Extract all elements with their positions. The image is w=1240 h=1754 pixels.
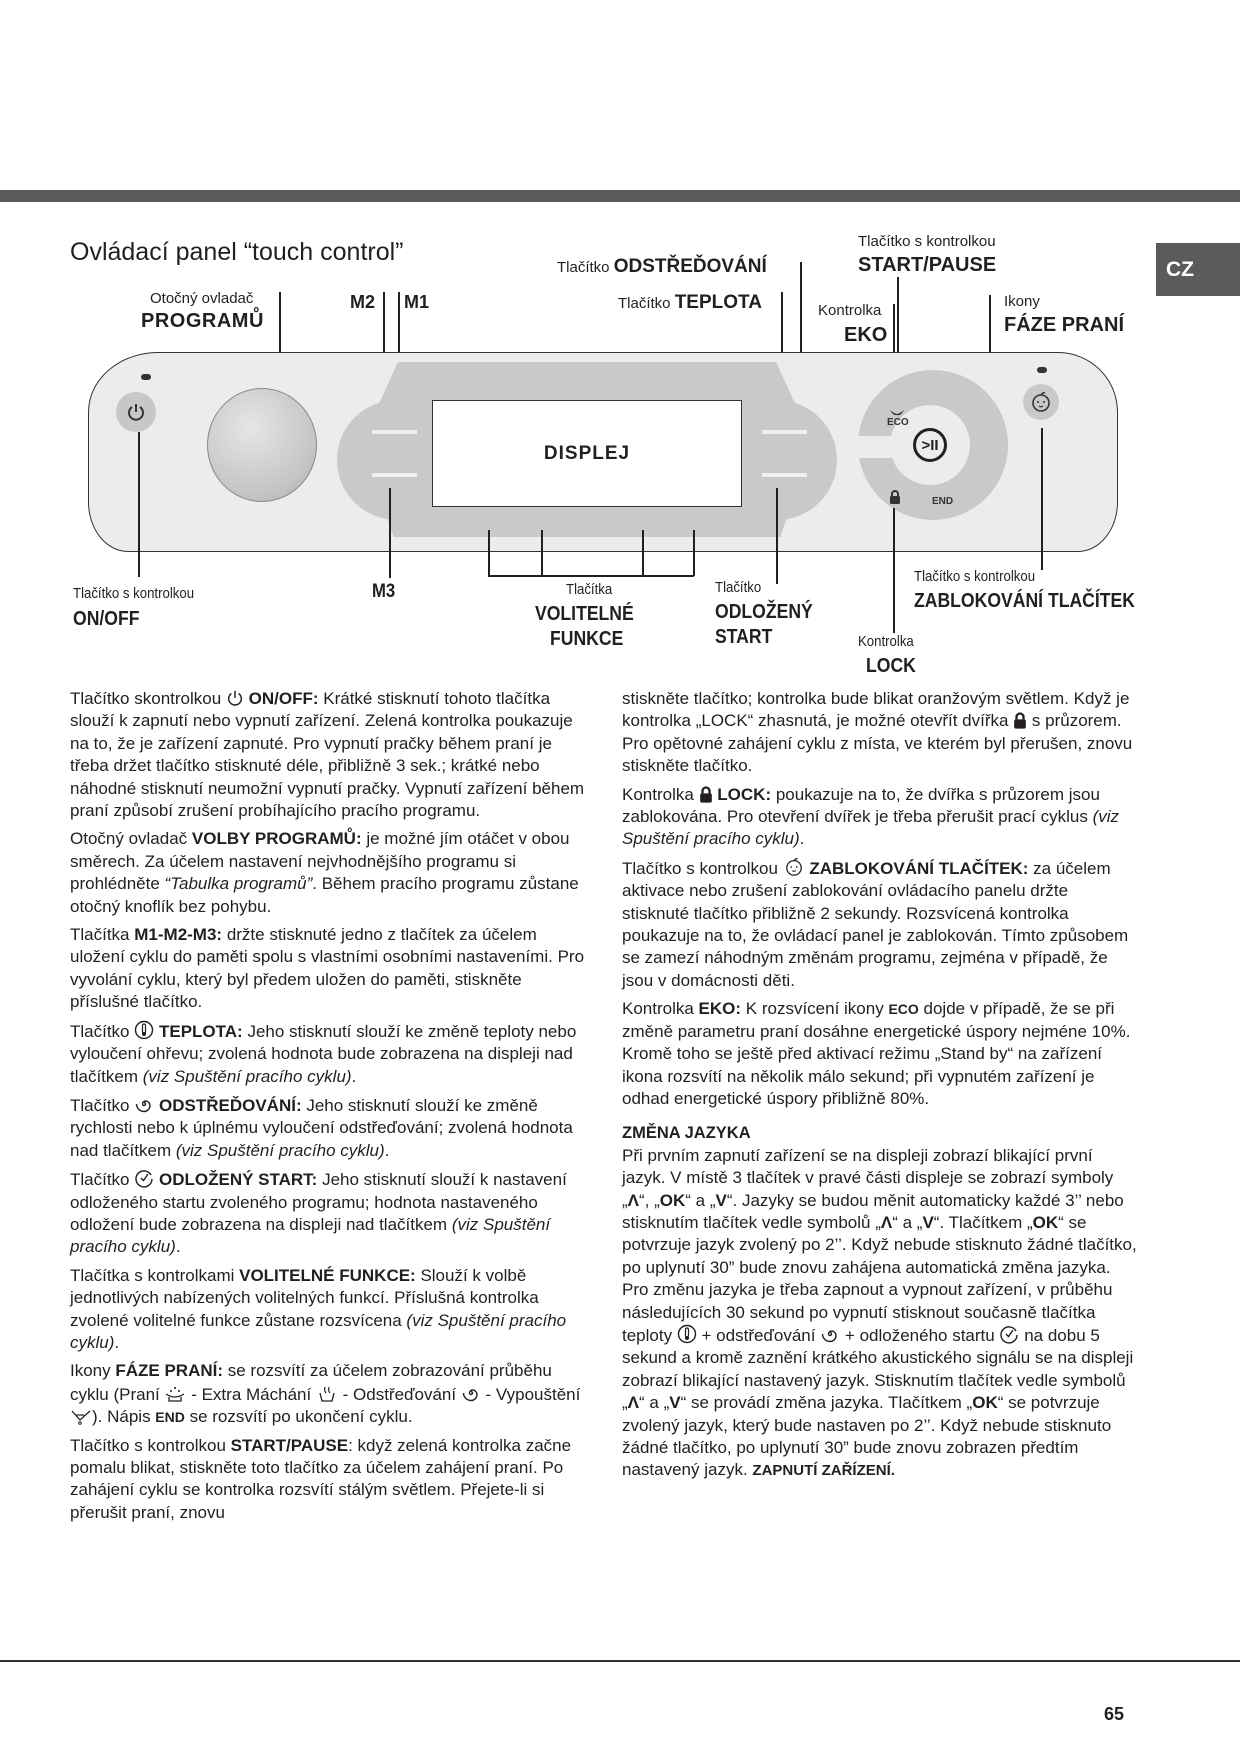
paragraph-phases	[70, 1360, 590, 1428]
label-onoff: ON/OFF	[73, 608, 140, 630]
text: “ a „	[892, 1212, 923, 1232]
text: Tlačítko s kontrolkou	[70, 1435, 231, 1455]
paragraph-delay	[70, 1168, 590, 1259]
text: Jeho stisknutí slouží ke změně rychlosti nebo k úplnému vyloučení odstřeďování; zvolená hodnota nad tlačítkem	[70, 1095, 573, 1160]
term: START/PAUSE	[230, 1435, 349, 1455]
leader-line	[488, 575, 694, 577]
text: se rozsvítí po ukončení cyklu.	[184, 1407, 413, 1427]
text: ). Nápis	[92, 1407, 156, 1427]
onoff-button[interactable]	[116, 392, 156, 432]
text: Tlačítko	[70, 1170, 135, 1190]
term: LOCK:	[717, 784, 772, 804]
text: - Vypouštění	[480, 1384, 581, 1404]
text: Tlačítko	[70, 1095, 135, 1115]
term: ODSTŘEĎOVÁNÍ:	[158, 1095, 302, 1115]
leader-line	[138, 432, 140, 577]
m2-button[interactable]	[372, 473, 417, 477]
temperature-button[interactable]	[762, 430, 807, 434]
text: Tlačítka	[70, 925, 135, 945]
up-symbol: Λ	[627, 1190, 640, 1210]
header-bar	[0, 190, 1240, 202]
text: držte stisknuté jedno z tlačítek za účelem uložení cyklu do paměti spolu s vlastními osobními nastaveními. Pro vyvolání cyklu, který byl předem uložen do paměti, stiskněte příslušné tlačítko.	[70, 925, 585, 1012]
label-options-small: Tlačítka	[566, 581, 613, 598]
paragraph-eco	[622, 998, 1137, 1110]
text: Tlačítko	[70, 1021, 135, 1041]
spiral-icon	[134, 1094, 154, 1114]
text: + odstřeďování	[696, 1325, 821, 1345]
text: + odloženého startu	[840, 1325, 1000, 1345]
paragraph-options	[70, 1265, 590, 1355]
label-big: TEPLOTA	[674, 292, 762, 313]
paragraph-knob	[70, 828, 590, 918]
text: .	[351, 1066, 357, 1086]
thermometer-icon	[677, 1324, 697, 1344]
down-symbol: V	[669, 1393, 681, 1413]
right-column	[622, 688, 1137, 1489]
label-start-pause: START/PAUSE	[858, 254, 997, 276]
leader-line	[776, 488, 778, 584]
left-column	[70, 688, 590, 1530]
down-symbol: V	[715, 1190, 727, 1210]
text: Kontrolka	[622, 999, 699, 1019]
text: .	[799, 829, 805, 849]
rinse-icon	[316, 1385, 338, 1403]
label-options-1: VOLITELNÉ	[535, 603, 634, 625]
text: Při prvním zapnutí zařízení se na displeji zobrazí blikající první jazyk. V místě 3 tlačítek v pravé části displeje se zobrazí symboly „	[622, 1145, 1114, 1210]
text: dojde v případě, že se při změně parametru praní dosáhne energetické úspory nejméne 10%. Kromě toho se ještě před aktivací režimu „Stand by“ na zařízení ikona rozsvítí na několik málo sekund; při vypnutém zařízení je odhad energetické úspory přibližně 80%.	[622, 999, 1131, 1108]
paragraph-spin	[70, 1094, 590, 1162]
text: “ se provádí změna jazyka. Tlačítkem „	[680, 1393, 973, 1413]
eco-indicator	[887, 410, 909, 428]
text: Ikony	[70, 1361, 116, 1381]
paragraph-start-pause-cont	[622, 688, 1137, 778]
display-label: DISPLEJ	[543, 442, 631, 464]
text: Jeho stisknutí slouží ke změně teploty nebo vyloučení ohřevu; zvolená hodnota bude zobrazena na displeji nad tlačítkem	[70, 1021, 577, 1086]
lock-icon	[889, 490, 901, 509]
term: ODLOŽENÝ START:	[158, 1170, 318, 1190]
text: : když zelená kontrolka začne pomalu blikat, stiskněte toto tlačítko za účelem zahájení praní. Po zahájení cyklu se kontrolka rozsvítí stálým světlem. Přejete-li si přerušit praní, znovu	[70, 1435, 572, 1522]
text: Otočný ovladač	[70, 829, 192, 849]
reference: (viz Spuštění pracího cyklu)	[142, 1066, 352, 1086]
label-delay-2: START	[715, 626, 773, 648]
down-symbol: V	[922, 1212, 934, 1232]
spin-button[interactable]	[762, 473, 807, 477]
language-tab	[1156, 243, 1240, 296]
text: Krátké stisknutí tohoto tlačítka slouží k zapnutí nebo vypnutí zařízení. Zelená kontrolka poukazuje na to, že je zařízení zapnuté. Pro vypnutí pračky během praní je třeba držet tlačítko stisknuté déle, přibližně 3 sek.; krátké nebo náhodné stisknutí neumožní vypnutí pračky. Vypnutí zařízení během praní způsobí zrušení probíhajícího pracího programu.	[70, 689, 585, 821]
term: ON/OFF:	[248, 689, 319, 708]
label-temperature	[618, 294, 762, 313]
term: EKO:	[698, 999, 742, 1019]
leader-line	[693, 530, 695, 576]
label-m1: M1	[404, 292, 430, 312]
paragraph-lock	[622, 784, 1137, 851]
term: M1-M2-M3:	[134, 925, 223, 945]
label-onoff-small: Tlačítko s kontrolkou	[73, 585, 195, 602]
leader-line	[541, 530, 543, 576]
text: - Odstřeďování	[337, 1384, 461, 1404]
leader-line	[893, 508, 895, 633]
label-delay-1: ODLOŽENÝ	[715, 601, 813, 623]
onoff-indicator-led	[141, 374, 151, 380]
heading-language-change: ZMĚNA JAZYKA	[622, 1124, 751, 1143]
lock-icon	[699, 786, 713, 803]
leader-line	[389, 488, 391, 578]
label-program-knob-small: Otočný ovladač	[150, 290, 254, 307]
baby-face-icon	[1030, 391, 1052, 413]
label-options-2: FUNKCE	[550, 628, 624, 650]
up-symbol: Λ	[880, 1212, 893, 1232]
reference: “Tabulka programů”	[164, 874, 313, 894]
eco-label: ECO	[888, 1001, 919, 1018]
text: se rozsvítí za účelem zobrazování průběhu cyklu (Praní	[70, 1361, 552, 1404]
reference: (viz Spuštění pracího cyklu)	[175, 1140, 385, 1160]
text: za účelem aktivace nebo zrušení zablokování ovládacího panelu držte stisknuté tlačítko přibližně 2 sekundy. Rozsvícená kontrolka poukazuje na to, že ovládací panel je zablokován. Tímto způsobem se zamezí náhodným změnám programu, zejména v případě, že jsou v domácnosti děti.	[622, 858, 1129, 990]
text: “. Tlačítkem „	[933, 1212, 1033, 1232]
text: “. Jazyky se budou měnit automaticky každé 3’’ nebo stisknutím tlačítek vedle symbolů „	[622, 1190, 1124, 1232]
term: VOLITELNÉ FUNKCE:	[239, 1265, 416, 1285]
spiral-icon	[820, 1324, 840, 1344]
ok-symbol: OK	[972, 1393, 998, 1413]
page-number: 65	[1104, 1704, 1125, 1724]
text: . Během pracího programu zůstane otočný knoflík bez pohybu.	[70, 874, 579, 916]
label-small: Tlačítko	[557, 259, 610, 276]
text: Slouží k volbě jednotlivých nabízených volitelných funkcí. Příslušná kontrolka zvolené volitelné funkce zůstane rozsvícena	[70, 1265, 539, 1330]
power-icon	[126, 402, 146, 422]
text: Pro změnu jazyka je třeba zapnout a vypnout zařízení, v průběhu následujících 30 sekund po vypnutí stisknout současně tlačítka teploty	[622, 1280, 1113, 1345]
label-big: ODSTŘEĎOVÁNÍ	[613, 256, 767, 277]
label-delay-small: Tlačítko	[715, 579, 762, 596]
leader-line	[642, 530, 644, 576]
text: “ a „	[685, 1190, 716, 1210]
paragraph-memory	[70, 924, 590, 1014]
text: “, „	[639, 1190, 660, 1210]
delay-clock-icon	[134, 1168, 154, 1188]
thermometer-icon	[134, 1020, 154, 1040]
paragraph-key-lock	[622, 857, 1137, 992]
text: “ se potvrzuje zvolený jazyk, který bude nastaven po 2’’. Když nebude stisknuto žádné tlačítko, po uplynutí 30” bude znovu zobrazen předtím nastavený jazyk.	[622, 1393, 1112, 1480]
ok-symbol: OK	[1032, 1212, 1059, 1232]
text: - Extra Máchání	[186, 1384, 316, 1404]
text: “ se potvrzuje jazyk zvolený po 2’’. Když nebude stisknuto žádné tlačítko, po uplynutí 30” bude znovu zahájena automatická změna jazyka.	[622, 1212, 1137, 1277]
text: .	[384, 1140, 390, 1160]
reference: (viz Spuštění pracího cyklu)	[622, 807, 1120, 849]
text: poukazuje na to, že dvířka s průzorem jsou zablokována. Pro otevření dvířek je třeba přerušit prací cyklus	[622, 784, 1100, 827]
label-lock: LOCK	[866, 655, 916, 677]
end-label: END	[155, 1409, 185, 1426]
leaf-icon	[889, 410, 905, 416]
label-m2: M2	[350, 292, 376, 312]
text: Tlačítka s kontrolkami	[70, 1265, 240, 1285]
delay-clock-icon	[999, 1324, 1019, 1344]
m1-button[interactable]	[372, 430, 417, 434]
eco-text: ECO	[887, 417, 909, 428]
paragraph-start-pause	[70, 1435, 590, 1525]
leader-line	[488, 530, 490, 576]
drain-icon	[70, 1407, 92, 1425]
start-pause-button[interactable]	[913, 428, 947, 462]
term: FÁZE PRANÍ:	[115, 1361, 224, 1381]
label-small: Tlačítko	[618, 295, 671, 312]
ok-symbol: OK	[659, 1190, 686, 1210]
label-eco-small: Kontrolka	[818, 302, 882, 319]
label-lock-small: Kontrolka	[858, 633, 914, 650]
label-spin	[557, 258, 767, 277]
text: Kontrolka	[622, 784, 699, 804]
text: s průzorem. Pro opětovné zahájení cyklu z místa, ve kterém byl přerušen, znovu stiskněte tlačítko.	[622, 711, 1133, 776]
spiral-icon	[461, 1383, 481, 1403]
label-wash-phase: FÁZE PRANÍ	[1004, 314, 1124, 336]
leader-line	[1041, 428, 1043, 570]
end-indicator: END	[932, 496, 954, 507]
text: .	[114, 1332, 120, 1352]
reference: (viz Spuštění pracího cyklu)	[70, 1310, 567, 1352]
paragraph-onoff	[70, 688, 590, 822]
label-key-lock-small: Tlačítko s kontrolkou	[914, 568, 1036, 585]
paragraph-language-1	[622, 1145, 1137, 1279]
text: stiskněte tlačítko; kontrolka bude blikat oranžovým světlem. Když je kontrolka „LOCK“ zhasnutá, je možné otevřít dvířka	[622, 689, 1130, 731]
term: ZABLOKOVÁNÍ TLAČÍTEK:	[809, 858, 1029, 878]
play-pause-icon: >II	[921, 436, 939, 454]
wash-tub-icon	[164, 1385, 186, 1403]
next-section-heading: ZAPNUTÍ ZAŘÍZENÍ.	[752, 1462, 895, 1480]
label-key-lock: ZABLOKOVÁNÍ TLAČÍTEK	[914, 590, 1135, 612]
label-m3: M3	[372, 581, 396, 602]
keylock-indicator-led	[1037, 367, 1047, 373]
baby-face-icon	[783, 857, 805, 877]
label-program-knob: PROGRAMŮ	[141, 310, 264, 332]
key-lock-button[interactable]	[1023, 384, 1059, 420]
footer-rule	[0, 1660, 1240, 1662]
program-selector-knob[interactable]	[207, 388, 317, 502]
section-title: Ovládací panel “touch control”	[70, 238, 404, 266]
text: K rozsvícení ikony	[741, 999, 889, 1019]
text: je možné jím otáčet v obou směrech. Za účelem nastavení nejvhodnějšího programu si prohlédněte	[70, 829, 570, 894]
up-symbol: Λ	[627, 1393, 640, 1413]
lock-icon	[1013, 712, 1027, 729]
text: .	[175, 1237, 181, 1257]
text: “ a „	[639, 1393, 670, 1413]
term: TEPLOTA:	[158, 1021, 243, 1041]
term: VOLBY PROGRAMŮ:	[191, 829, 362, 849]
power-icon	[226, 689, 244, 707]
paragraph-language-2	[622, 1279, 1137, 1483]
text: Tlačítko skontrolkou	[70, 689, 226, 708]
language-code: CZ	[1166, 257, 1194, 281]
text: Tlačítko s kontrolkou	[622, 858, 783, 878]
text: na dobu 5 sekund a kromě zaznění krátkého akustického signálu se na displeji zobrazí blikající nastavený jazyk. Stisknutím tlačítek vedle symbolů „	[622, 1325, 1134, 1413]
paragraph-temperature	[70, 1020, 590, 1088]
text: Jeho stisknutí slouží k nastavení odloženého startu zvoleného programu; hodnota nastaveného odložení bude zobrazena na displeji nad tlačítkem	[70, 1170, 567, 1234]
label-start-pause-small: Tlačítko s kontrolkou	[858, 233, 996, 250]
label-eco: EKO	[844, 324, 888, 346]
display-screen	[432, 400, 742, 507]
reference: (viz Spuštění pracího cyklu)	[70, 1214, 551, 1257]
label-wash-phase-small: Ikony	[1004, 293, 1040, 310]
